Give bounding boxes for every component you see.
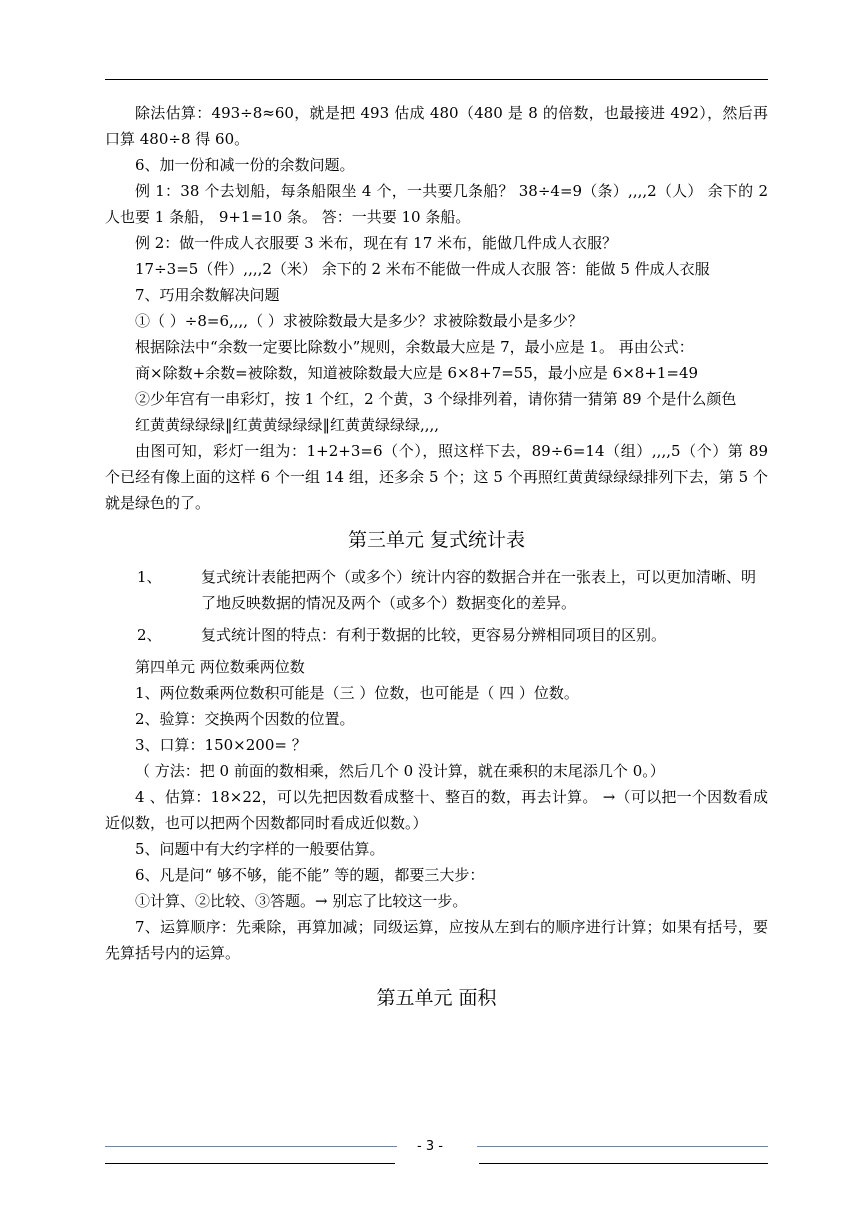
- unit4-line-5: 4 、估算：18×22，可以先把因数看成整十、整百的数，再去计算。 →（可以把一个因数看成近似数，也可以把两个因数都同时看成近似数。）: [105, 788, 768, 832]
- paragraph-light-pattern: 红黄黄绿绿绿‖红黄黄绿绿绿‖红黄黄绿绿绿,,,,: [135, 416, 440, 434]
- paragraph-question-1: ①（ ）÷8=6,,,,（ ）求被除数最大是多少？求被除数最小是多少？: [135, 312, 583, 330]
- paragraph-example-2: 例 2：做一件成人衣服要 3 米布，现在有 17 米布，能做几件成人衣服？: [135, 234, 618, 252]
- paragraph-remainder-problem-title: 6、加一份和减一份的余数问题。: [135, 156, 355, 174]
- paragraph-question-2: ②少年宫有一串彩灯，按 1 个红，2 个黄，3 个绿排列着，请你猜一猜第 89 个是什么颜色: [135, 390, 737, 408]
- unit3-item-1: [105, 564, 768, 616]
- header-rule: [105, 79, 768, 80]
- unit4-line-7: 6、凡是问“ 够不够，能不能” 等的题，都要三大步：: [135, 866, 485, 884]
- footer-rule-left-blue: [105, 1146, 397, 1147]
- footer-rule-right-black: [479, 1163, 768, 1164]
- footer-rule-right-blue: [477, 1146, 768, 1147]
- page-footer: [0, 1138, 860, 1178]
- unit4-line-8: ①计算、②比较、③答题。→ 别忘了比较这一步。: [135, 892, 468, 910]
- paragraph-division-estimation: 除法估算：493÷8≈60，就是把 493 估成 480（480 是 8 的倍数，也最接进 492），然后再口算 480÷8 得 60。: [105, 104, 768, 148]
- page-number: - 3 -: [417, 1139, 443, 1154]
- paragraph-formula: 商×除数+余数=被除数，知道被除数最大应是 6×8+7=55，最小应是 6×8+1=49: [135, 364, 699, 382]
- document-body: [105, 100, 768, 1012]
- unit4-line-4: （ 方法：把 0 前面的数相乘，然后几个 0 没计算，就在乘积的末尾添几个 0。）: [135, 762, 665, 780]
- paragraph-example-2-answer: 17÷3=5（件）,,,,2（米） 余下的 2 米布不能做一件成人衣服 答：能做 5 件成人衣服: [135, 260, 710, 278]
- paragraph-rule: 根据除法中“余数一定要比除数小”规则，余数最大应是 7，最小应是 1。 再由公式：: [135, 338, 694, 356]
- unit5-heading: 第五单元 面积: [376, 987, 497, 1009]
- unit4-line-6: 5、问题中有大约字样的一般要估算。: [135, 840, 385, 858]
- unit3-item-1-text: 复式统计表能把两个（或多个）统计内容的数据合并在一张表上，可以更加清晰、明了地反映数据的情况及两个（或多个）数据变化的差异。: [201, 568, 757, 612]
- unit4-line-9: 7、运算顺序：先乘除，再算加减；同级运算，应按从左到右的顺序进行计算；如果有括号，要先算括号内的运算。: [105, 918, 768, 962]
- footer-rule-left-black: [105, 1163, 395, 1164]
- unit4-heading: 第四单元 两位数乘两位数: [135, 658, 305, 676]
- paragraph-remainder-trick-title: 7、巧用余数解决问题: [135, 286, 280, 304]
- unit3-item-2-text: 复式统计图的特点：有利于数据的比较，更容易分辨相同项目的区别。: [201, 626, 667, 644]
- paragraph-example-1: 例 1：38 个去划船，每条船限坐 4 个，一共要几条船？ 38÷4=9（条）,,,,2（人） 余下的 2 人也要 1 条船， 9+1=10 条。 答：一共要 10 条船。: [105, 182, 768, 226]
- unit4-line-2: 2、验算：交换两个因数的位置。: [135, 710, 355, 728]
- unit3-item-2: [105, 622, 768, 648]
- unit3-heading: 第三单元 复式统计表: [347, 529, 526, 551]
- unit3-item-1-number: 1、: [137, 568, 162, 586]
- unit4-line-1: 1、两位数乘两位数积可能是（三 ）位数，也可能是（ 四 ）位数。: [135, 684, 579, 702]
- unit3-item-2-number: 2、: [137, 626, 162, 644]
- paragraph-light-explanation: 由图可知，彩灯一组为：1+2+3=6（个），照这样下去，89÷6=14（组）,,,,5（个）第 89 个已经有像上面的这样 6 个一组 14 组，还多余 5 个；这 5 个再照红黄黄绿绿绿排列下去，第 5 个就是绿色的了。: [105, 442, 768, 512]
- unit4-line-3: 3、口算：150×200= ？: [135, 736, 307, 754]
